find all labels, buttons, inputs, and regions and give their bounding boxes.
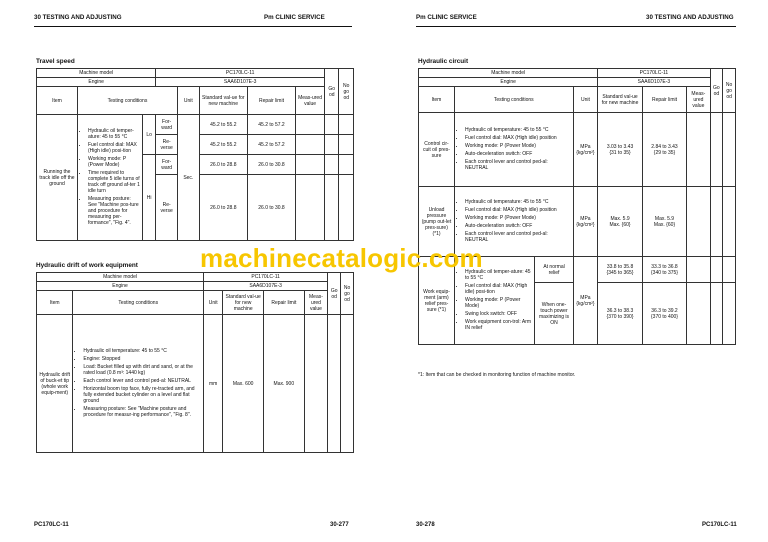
std-mpa: Max. 5.9: [610, 215, 630, 222]
machine-model-label: Machine model: [37, 273, 204, 282]
direction-cell: For-ward: [156, 155, 178, 175]
condition-item: • Measuring posture: See "Machine pos-ture and procedure for measuring per-formance", "Fig. 4".: [88, 196, 140, 226]
drift-item-cell: Hydraulic drift of buck-et tip (whole work equip-ment): [37, 315, 73, 453]
direction-cell: Re-verse: [156, 135, 178, 155]
standard-value: 45.2 to 55.2: [199, 115, 247, 135]
repair-value: [642, 113, 686, 187]
repair-header: Repair limit: [264, 291, 305, 315]
repair-value: 45.2 to 57.2: [247, 115, 295, 135]
unit-header: Unit: [204, 291, 223, 315]
standard-value: [598, 113, 642, 187]
condition-item: • Work equipment con-trol: Arm IN relief: [465, 319, 532, 331]
condition-item: • Working mode: P (Power Mode): [88, 156, 140, 168]
go-cell: [325, 155, 339, 175]
repair-value: [642, 283, 686, 345]
measured-value: [296, 155, 325, 175]
conditions-header: Testing conditions: [455, 87, 574, 113]
travel-speed-title: Travel speed: [36, 58, 75, 65]
relief-sub-normal: At normal relief: [535, 257, 573, 283]
std-kg: {370 to 390}: [606, 313, 634, 320]
item-header: Item: [419, 87, 455, 113]
std-mpa: 36.3 to 38.3: [606, 307, 634, 314]
standard-value: [598, 283, 642, 345]
machine-model-value: PC170LC-11: [598, 69, 710, 78]
condition-item: • Each control lever and control ped-al: NEUTRAL: [465, 159, 571, 171]
unload-item-cell: Unload pressure (pump out-let pres-sure) (*1): [419, 187, 455, 257]
go-cell: [325, 115, 339, 135]
repair-value: 45.2 to 57.2: [247, 135, 295, 155]
nogo-cell: [339, 115, 354, 135]
condition-item: • Fuel control dial: MAX (High idle) posi-tion: [465, 283, 532, 295]
condition-item: • Hydraulic oil temperature: 45 to 55 °C: [465, 127, 571, 133]
std-mpa: 3.03 to 3.43: [606, 143, 634, 150]
header-right-text: 30 TESTING AND ADJUSTING: [646, 14, 734, 21]
hydraulic-drift-table: [36, 272, 354, 453]
condition-item: • Auto-deceleration switch: OFF: [465, 223, 571, 229]
header-right-text: Pm CLINIC SERVICE: [264, 14, 325, 21]
repair-value: 26.0 to 30.8: [247, 155, 295, 175]
go-header: Go od: [325, 69, 339, 115]
travel-item-cell: Running the track idle off the ground: [37, 115, 78, 241]
repair-value: Max. 900: [264, 315, 305, 453]
unit-header: Unit: [573, 87, 598, 113]
measured-value: [687, 113, 710, 187]
condition-item: • Hydraulic oil temper-ature: 45 to 55 °C: [465, 269, 532, 281]
hydraulic-drift-title: Hydraulic drift of work equipment: [36, 262, 138, 269]
go-cell: [710, 283, 723, 345]
condition-item: • Working mode: P (Power Mode): [465, 215, 571, 221]
rep-kg: {370 to 400}: [651, 313, 678, 320]
condition-item: • Working mode: P (Power Mode): [465, 143, 571, 149]
hydraulic-circuit-table: [418, 68, 736, 345]
control-unit-cell: MPa {kg/cm²}: [573, 113, 598, 187]
condition-item: • Fuel control dial: MAX (High idle) position: [465, 207, 571, 213]
nogo-cell: [723, 283, 736, 345]
condition-item: • Swing lock switch: OFF: [465, 311, 532, 317]
unload-unit-cell: MPa {kg/cm²}: [573, 187, 598, 257]
condition-item: • Fuel control dial: MAX (High idle) position: [465, 135, 571, 141]
condition-item: • Fuel control dial: MAX (High idle) posi-tion: [88, 142, 140, 154]
hydraulic-circuit-title: Hydraulic circuit: [418, 58, 469, 65]
nogo-header: No go od: [339, 69, 354, 115]
standard-header: Standard val-ue for new machine: [223, 291, 264, 315]
standard-header: Standard val-ue for new machine: [199, 87, 247, 115]
std-kg: {345 to 365}: [606, 269, 634, 276]
relief-sub-power-max: When one-touch power maximizing is ON: [535, 283, 573, 345]
repair-value: [642, 187, 686, 257]
table-row: [419, 113, 736, 187]
watermark-text: machinecatalogic.com: [200, 243, 483, 273]
nogo-cell: [723, 187, 736, 257]
standard-value: [598, 187, 642, 257]
travel-unit-cell: Sec.: [177, 115, 199, 241]
go-cell: [710, 187, 723, 257]
machine-model-value: PC170LC-11: [204, 273, 328, 282]
travel-speed-table: [36, 68, 354, 241]
std-mpa: 33.8 to 35.8: [606, 263, 634, 270]
table-row: [37, 115, 354, 135]
go-cell: [710, 113, 723, 187]
unit-header: Unit: [177, 87, 199, 115]
machine-model-value: PC170LC-11: [156, 69, 325, 78]
conditions-header: Testing conditions: [77, 87, 177, 115]
drift-unit-cell: mm: [204, 315, 223, 453]
go-cell: [710, 257, 723, 283]
relief-unit-cell: MPa {kg/cm²}: [573, 257, 598, 345]
header-rule: [416, 26, 736, 27]
header-left-text: Pm CLINIC SERVICE: [416, 14, 477, 21]
nogo-cell: [341, 315, 354, 453]
travel-conditions-cell: [77, 115, 142, 241]
engine-value: SAA6D107E-3: [204, 282, 328, 291]
standard-value: [598, 257, 642, 283]
condition-item: • Each control lever and control ped-al: NEUTRAL: [465, 231, 571, 243]
nogo-cell: [723, 113, 736, 187]
item-header: Item: [37, 291, 73, 315]
repair-value: 26.0 to 30.8: [247, 175, 295, 241]
item-header: Item: [37, 87, 78, 115]
condition-item: • Each control lever and control ped-al: NEUTRAL: [83, 378, 201, 384]
engine-label: Engine: [37, 78, 156, 87]
machine-model-label: Machine model: [37, 69, 156, 78]
nogo-cell: [723, 257, 736, 283]
engine-value: SAA6D107E-3: [598, 78, 710, 87]
drift-conditions-cell: [73, 315, 204, 453]
engine-label: Engine: [37, 282, 204, 291]
rep-kg: {340 to 375}: [651, 269, 678, 276]
direction-cell: For-ward: [156, 115, 178, 135]
direction-cell: Re-verse: [156, 175, 178, 241]
repair-value: [642, 257, 686, 283]
conditions-header: Testing conditions: [73, 291, 204, 315]
std-kg: Max. {60}: [609, 221, 631, 228]
measured-value: [304, 315, 328, 453]
go-header: Go od: [328, 273, 341, 315]
control-item-cell: Control cir-cuit oil pres-sure: [419, 113, 455, 187]
rep-kg: Max. {60}: [653, 221, 676, 228]
measured-value: [687, 283, 710, 345]
standard-value: 26.0 to 28.8: [199, 175, 247, 241]
nogo-cell: [339, 135, 354, 155]
condition-item: • Horizontal boom top face, fully re-tracted arm, and fully extended bucket cylinder on a level and flat ground: [83, 386, 201, 404]
go-header: Go od: [710, 69, 723, 113]
measured-header: Meas-ured value: [687, 87, 710, 113]
measured-value: [687, 257, 710, 283]
control-conditions-cell: [455, 113, 574, 187]
condition-item: • Engine: Stopped: [83, 356, 201, 362]
engine-label: Engine: [419, 78, 598, 87]
speed-lo-cell: Lo: [143, 115, 156, 155]
rep-mpa: 33.3 to 36.8: [651, 263, 678, 270]
std-kg: {31 to 35}: [609, 149, 631, 156]
standard-header: Standard val-ue for new machine: [598, 87, 642, 113]
rep-mpa: 2.84 to 3.43: [651, 143, 678, 150]
measured-header: Meas-ured value: [296, 87, 325, 115]
go-cell: [325, 135, 339, 155]
measured-value: [296, 115, 325, 135]
nogo-cell: [339, 155, 354, 175]
engine-value: SAA6D107E-3: [156, 78, 325, 87]
repair-header: Repair limit: [642, 87, 686, 113]
footer-right-text: PC170LC-11: [702, 522, 737, 528]
condition-item: • Measuring posture: See "Machine posture and procedure for measur-ing performance", "Fig. 8".: [83, 406, 201, 418]
condition-item: • Auto-deceleration switch: OFF: [465, 151, 571, 157]
speed-hi-cell: Hi: [143, 155, 156, 241]
condition-item: • Hydraulic oil temperature: 45 to 55 °C: [83, 348, 201, 354]
relief-item-cell: Work equip-ment (arm) relief pres-sure (*1): [419, 257, 455, 345]
standard-value: 45.2 to 55.2: [199, 135, 247, 155]
nogo-cell: [339, 175, 354, 241]
condition-item: • Hydraulic oil temperature: 45 to 55 °C: [465, 199, 571, 205]
condition-item: • Time required to complete 5 idle turns of track off ground af-ter 1 idle turn: [88, 170, 140, 194]
measured-value: [687, 187, 710, 257]
footer-left-text: PC170LC-11: [34, 522, 69, 528]
machine-model-label: Machine model: [419, 69, 598, 78]
nogo-header: No go od: [723, 69, 736, 113]
repair-header: Repair limit: [247, 87, 295, 115]
measured-header: Meas-ured value: [304, 291, 328, 315]
measured-value: [296, 175, 325, 241]
rep-mpa: Max. 5.9: [654, 215, 675, 222]
go-cell: [325, 175, 339, 241]
rep-mpa: 36.3 to 39.2: [651, 307, 678, 314]
rep-kg: {29 to 35}: [653, 149, 676, 156]
footer-page-number: 30-278: [416, 522, 435, 528]
footer-page-number: 30-277: [330, 522, 349, 528]
standard-value: Max. 600: [223, 315, 264, 453]
footnote: *1: Item that can be checked in monitoring function of machine monitor.: [418, 372, 576, 378]
header-left-text: 30 TESTING AND ADJUSTING: [34, 14, 122, 21]
table-row: [37, 315, 354, 453]
standard-value: 26.0 to 28.8: [199, 155, 247, 175]
go-cell: [328, 315, 341, 453]
nogo-header: No go od: [341, 273, 354, 315]
header-rule: [34, 26, 352, 27]
condition-item: • Working mode: P (Power Mode): [465, 297, 532, 309]
measured-value: [296, 135, 325, 155]
condition-item: • Load: Bucket filled up with dirt and sand, or at the rated load (0.8 m³: 1440 kg): [83, 364, 201, 376]
condition-item: • Hydraulic oil temper-ature: 45 to 55 °C: [88, 128, 140, 140]
